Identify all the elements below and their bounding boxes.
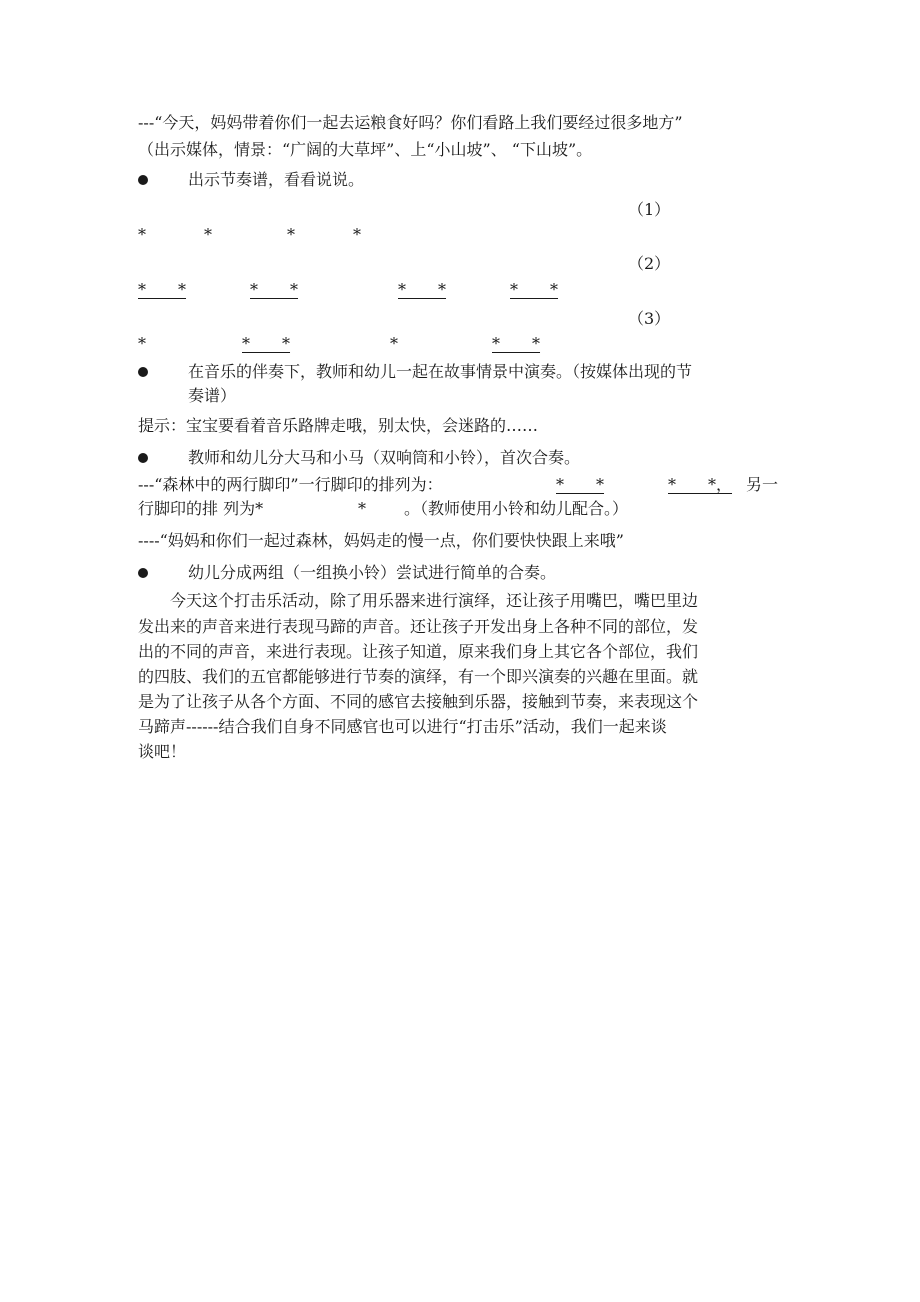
bullet-dot (138, 453, 148, 463)
rhythm-star: * (353, 225, 361, 244)
intro-line-2: （出示媒体，情景：“广阔的大草坪”、上“小山坡”、 “下山坡”。 (138, 140, 593, 159)
forest-tail: 另一 (746, 475, 779, 494)
rhythm-pair: * * (138, 280, 187, 299)
summary-line-5: 是为了让孩子从各个方面、不同的感官去接触到乐器，接触到节奏，来表现这个 (138, 692, 699, 711)
summary-line-7: 谈吧！ (138, 742, 187, 761)
summary-line-1: 今天这个打击乐活动，除了用乐器来进行演绎，还让孩子用嘴巴，嘴巴里边 (138, 591, 699, 610)
bullet-text-2b: 奏谱） (188, 386, 237, 405)
rhythm-star: * (204, 225, 212, 244)
summary-line-2: 发出来的声音来进行表现马蹄的声音。还让孩子开发出身上各种不同的部位，发 (138, 617, 699, 636)
score-label-1: （1） (628, 200, 671, 219)
forest-line-a: ---“森林中的两行脚印”一行脚印的排列为： (138, 475, 443, 494)
forest-line-b3: 。（教师使用小铃和幼儿配合。） (404, 499, 629, 518)
rhythm-star: * (287, 225, 295, 244)
rhythm-pair: * * (510, 280, 559, 299)
bullet-text-2a: 在音乐的伴奏下，教师和幼儿一起在故事情景中演奏。（按媒体出现的节 (188, 362, 693, 381)
intro-line-1: ---“今天，妈妈带着你们一起去运粮食好吗？你们看路上我们要经过很多地方” (138, 113, 683, 132)
rhythm-pair: * * (492, 334, 541, 353)
bullet-text-3: 教师和幼儿分大马和小马（双响筒和小铃），首次合奏。 (188, 448, 581, 467)
bullet-dot (138, 367, 148, 377)
forest-line-b2: * (358, 499, 366, 518)
summary-line-3: 出的不同的声音，来进行表现。让孩子知道，原来我们身上其它各个部位，我们 (138, 642, 699, 661)
rhythm-star: * (390, 334, 398, 353)
rhythm-pair: * * (398, 280, 447, 299)
hint-line: 提示：宝宝要看着音乐路牌走哦，别太快，会迷路的…… (138, 416, 539, 435)
rhythm-star: * (138, 334, 146, 353)
bullet-dot (138, 175, 148, 185)
rhythm-pair: * * (250, 280, 299, 299)
score-label-3: （3） (628, 309, 671, 328)
bullet-text-1: 出示节奏谱，看看说说。 (188, 170, 365, 189)
forest-pair-2: * *， (668, 475, 733, 494)
score-label-2: （2） (628, 254, 671, 273)
bullet-text-4: 幼儿分成两组（一组换小铃）尝试进行简单的合奏。 (188, 563, 557, 582)
rhythm-pair: * * (242, 334, 291, 353)
bullet-dot (138, 568, 148, 578)
rhythm-star: * (138, 225, 146, 244)
summary-line-6: 马蹄声------结合我们自身不同感官也可以进行“打击乐”活动，我们一起来谈 (138, 717, 667, 736)
summary-line-4: 的四肢、我们的五官都能够进行节奏的演绎，有一个即兴演奏的兴趣在里面。就 (138, 667, 699, 686)
forest-line-b1: 行脚印的排 列为* (138, 499, 264, 518)
mama-line: ----“妈妈和你们一起过森林，妈妈走的慢一点，你们要快快跟上来哦” (138, 531, 624, 550)
forest-pair-1: * * (556, 475, 605, 494)
